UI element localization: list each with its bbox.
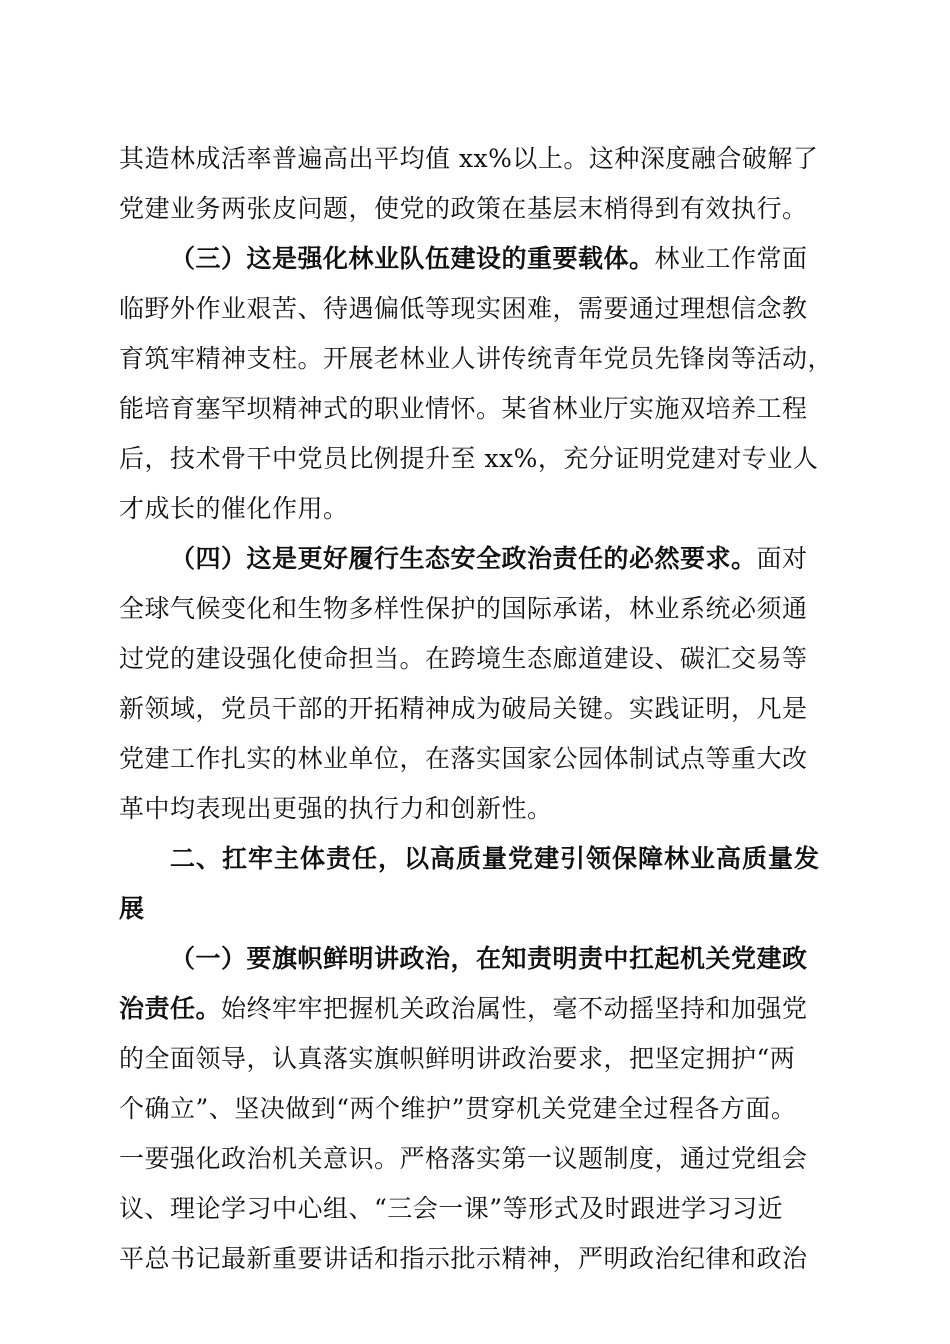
paragraph-line: 个确立”、坚决做到“两个维护”贯穿机关党建全过程各方面。	[119, 1094, 797, 1123]
paragraph-line: 临野外作业艰苦、待遇偏低等现实困难，需要通过理想信念教	[119, 294, 808, 323]
paragraph-line: 全球气候变化和生物多样性保护的国际承诺，林业系统必须通	[119, 594, 808, 623]
section-3-first-line	[170, 239, 842, 279]
paragraph-line: 过党的建设强化使命担当。在跨境生态廊道建设、碳汇交易等	[119, 644, 808, 673]
paragraph-line: 其造林成活率普遍高出平均值 xx%以上。这种深度融合破解了	[119, 144, 819, 173]
subsection-1-title: （一）要旗帜鲜明讲政治，在知责明责中扛起机关党建政	[170, 944, 808, 973]
paragraph-line: 新领域，党员干部的开拓精神成为破局关键。实践证明，凡是	[119, 694, 808, 723]
subsection-1-title-cont: 治责任。	[119, 994, 222, 1023]
paragraph-line: 一要强化政治机关意识。严格落实第一议题制度，通过党组会	[119, 1144, 808, 1173]
paragraph-line: 党建业务两张皮问题，使党的政策在基层末梢得到有效执行。	[119, 194, 808, 223]
paragraph-text: 面对	[756, 544, 808, 573]
paragraph-line: 革中均表现出更强的执行力和创新性。	[119, 794, 553, 823]
paragraph-line: 能培育塞罕坝精神式的职业情怀。某省林业厅实施双培养工程	[119, 394, 808, 423]
paragraph-line: 平总书记最新重要讲话和指示批示精神，严明政治纪律和政治	[119, 1244, 808, 1273]
paragraph-text: 始终牢牢把握机关政治属性，毫不动摇坚持和加强党	[221, 994, 808, 1023]
paragraph-line: 的全面领导，认真落实旗帜鲜明讲政治要求，把坚定拥护“两	[119, 1044, 796, 1073]
section-4-title: （四）这是更好履行生态安全政治责任的必然要求。	[170, 544, 757, 573]
paragraph-line: 议、理论学习中心组、“三会一课”等形式及时跟进学习习近	[119, 1194, 784, 1223]
section-4-first-line	[170, 539, 842, 579]
paragraph-line: 才成长的催化作用。	[119, 494, 349, 523]
chapter-heading-cont: 展	[119, 894, 146, 923]
paragraph-text: 林业工作常面	[654, 244, 808, 273]
section-3-title: （三）这是强化林业队伍建设的重要载体。	[170, 244, 655, 273]
subsection-1-second-line	[119, 989, 839, 1029]
paragraph-line: 党建工作扎实的林业单位，在落实国家公园体制试点等重大改	[119, 744, 808, 773]
paragraph-line: 后，技术骨干中党员比例提升至 xx%，充分证明党建对专业人	[119, 444, 819, 473]
chapter-heading: 二、扛牢主体责任，以高质量党建引领保障林业高质量发	[170, 844, 821, 873]
paragraph-line: 育筑牢精神支柱。开展老林业人讲传统青年党员先锋岗等活动，	[119, 344, 834, 373]
